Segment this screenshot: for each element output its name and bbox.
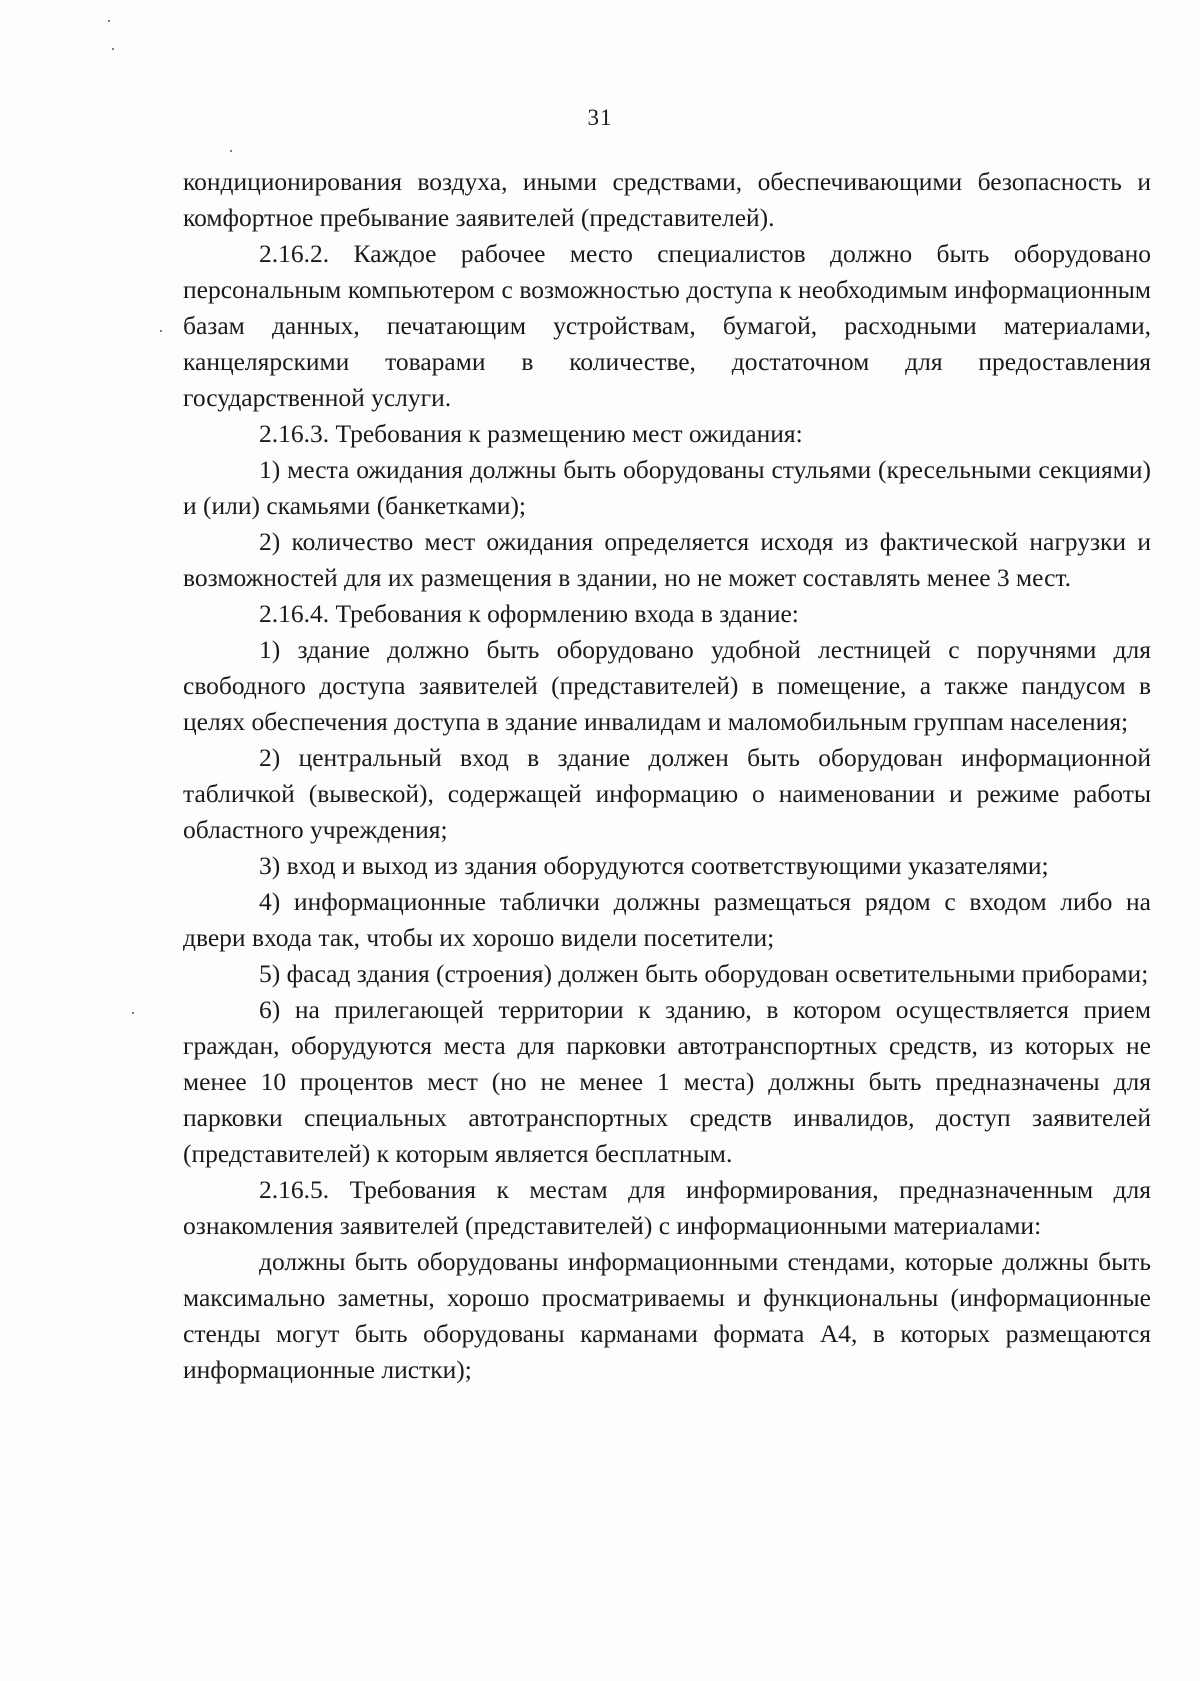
paragraph: должны быть оборудованы информационными стендами, которые должны быть максимально заметны, хорошо просматриваемы и функциональны (информационные стенды могут быть оборудованы карманами формата А4, в которых размещаются информационные листки); [183, 1247, 1151, 1384]
paragraph: 1) здание должно быть оборудовано удобной лестницей с поручнями для свободного доступа заявителей (представителей) в помещение, а также пандусом в целях обеспечения доступа в здание инвалидам и маломобильным группам населения; [183, 635, 1151, 736]
paragraph: 2.16.4. Требования к оформлению входа в здание: [259, 599, 799, 628]
page-number: 31 [587, 105, 613, 130]
scan-speck [108, 20, 110, 22]
paragraph: 5) фасад здания (строения) должен быть оборудован осветительными приборами; [259, 959, 1149, 988]
paragraph: 3) вход и выход из здания оборудуются соответствующими указателями; [259, 851, 1049, 880]
scan-speck [160, 330, 162, 332]
paragraph: 2.16.3. Требования к размещению мест ожидания: [259, 419, 803, 448]
paragraph: 6) на прилегающей территории к зданию, в котором осуществляется прием граждан, оборудуются места для парковки автотранспортных средств, из которых не менее 10 процентов мест (но не менее 1 места) должны быть предназначены для парковки специальных автотранспортных средств инвалидов, доступ заявителей (представителей) к которым является бесплатным. [183, 995, 1151, 1168]
scan-speck [230, 150, 232, 152]
scan-speck [112, 48, 114, 50]
paragraph: 2.16.5. Требования к местам для информирования, предназначенным для ознакомления заявителей (представителей) с информационными материалами: [183, 1175, 1151, 1240]
paragraph: 2.16.2. Каждое рабочее место специалистов должно быть оборудовано персональным компьютером с возможностью доступа к необходимым информационным базам данных, печатающим устройствам, бумагой, расходными материалами, канцелярскими товарами в количестве, достаточном для предоставления государственной услуги. [183, 239, 1151, 412]
paragraph: 4) информационные таблички должны размещаться рядом с входом либо на двери входа так, чтобы их хорошо видели посетители; [183, 887, 1151, 952]
paragraph: кондиционирования воздуха, иными средствами, обеспечивающими безопасность и комфортное пребывание заявителей (представителей). [183, 167, 1151, 232]
paragraph: 2) количество мест ожидания определяется исходя из фактической нагрузки и возможностей для их размещения в здании, но не может составлять менее 3 мест. [183, 527, 1151, 592]
paragraph: 1) места ожидания должны быть оборудованы стульями (кресельными секциями) и (или) скамьями (банкетками); [183, 455, 1151, 520]
paragraph: 2) центральный вход в здание должен быть оборудован информационной табличкой (вывеской), содержащей информацию о наименовании и режиме работы областного учреждения; [183, 743, 1151, 844]
document-body [183, 164, 1151, 1388]
scan-speck [132, 1012, 134, 1014]
